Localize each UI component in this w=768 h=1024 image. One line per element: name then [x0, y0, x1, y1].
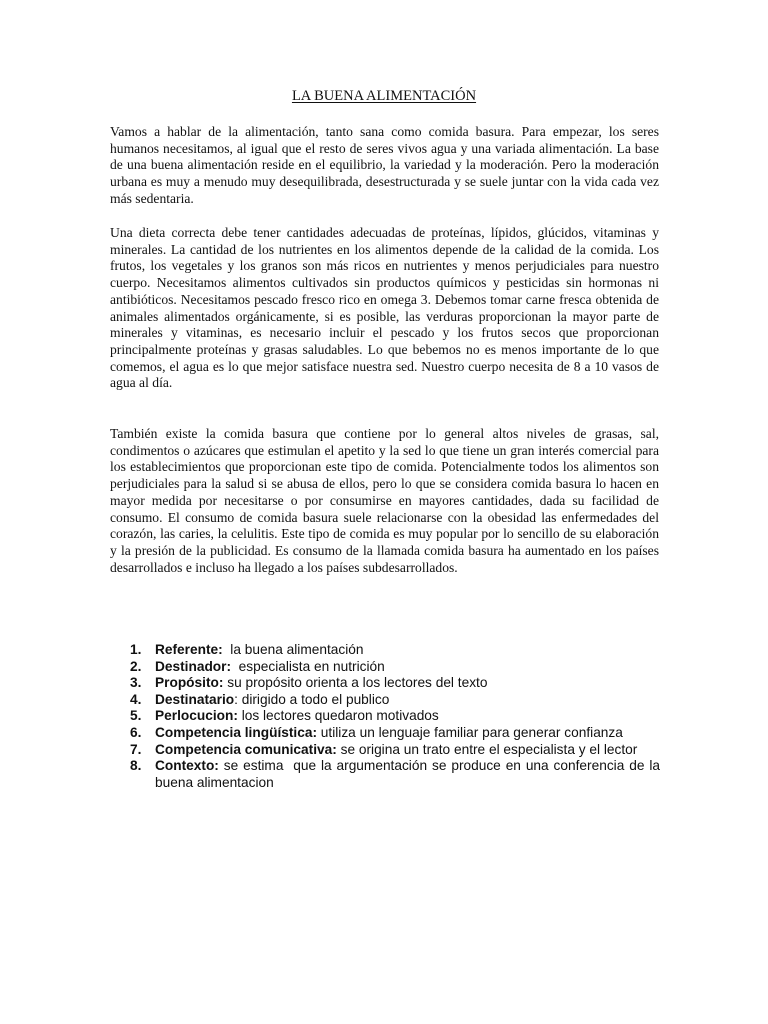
list-item-competencia-linguistica	[130, 725, 660, 742]
list-item-term: Destinatario	[155, 691, 235, 707]
list-item-text: la buena alimentación	[222, 642, 364, 657]
list-item-destinador	[130, 659, 660, 676]
list-item-destinatario	[130, 692, 660, 709]
list-item-text: utiliza un lenguaje familiar para generar confianza	[317, 724, 623, 740]
list-item-number: 1.	[130, 642, 142, 657]
list-item-text: : dirigido a todo el publico	[234, 691, 390, 707]
paragraph-junk-food: También existe la comida basura que contiene por lo general altos niveles de grasas, sal, condimentos o azúcares que estimulan el apetito y la sed lo que tiene un gran interés comercial para los establecimientos que proporcionan este tipo de comida. Potencialmente todos los alimentos son perjudiciales para la salud si se abusa de ellos, pero lo que se considera comida basura lo hacen en mayor medida por necesitarse o por consumirse en mayores cantidades, dada su facilidad de consumo. El consumo de comida basura suele relacionarse con la obesidad las enfermedades del corazón, las caries, la celulitis. Este tipo de comida es muy popular por lo sencillo de su elaboración y la presión de la publicidad. Es consumo de la llamada comida basura ha aumentado en los países desarrollados e incluso ha llegado a los países subdesarrollados.	[110, 426, 659, 575]
list-item-perlocucion	[130, 708, 660, 725]
list-item-term: Referente:	[155, 642, 223, 657]
list-item-contexto	[130, 758, 664, 791]
list-item-referente	[130, 642, 660, 659]
list-item-term: Perlocucion:	[155, 708, 238, 724]
list-item-competencia-comunicativa	[130, 742, 660, 759]
document-title: LA BUENA ALIMENTACIÓN	[291, 88, 477, 104]
list-item-proposito	[130, 675, 660, 692]
list-item-number: 2.	[130, 658, 142, 674]
list-item-text: especialista en nutrición	[231, 658, 385, 674]
list-item-number: 3.	[130, 675, 142, 691]
list-item-number: 7.	[130, 741, 142, 757]
list-item-number: 6.	[130, 724, 142, 740]
list-item-number: 8.	[130, 758, 142, 774]
list-item-term: Competencia comunicativa:	[155, 741, 337, 757]
list-item-term: Destinador:	[155, 658, 232, 674]
list-item-number: 4.	[130, 691, 142, 707]
list-item-term: Competencia lingüística:	[155, 724, 317, 740]
list-item-text: se origina un trato entre el especialista y el lector	[336, 741, 638, 757]
list-item-text: los lectores quedaron motivados	[237, 708, 439, 724]
paragraph-diet: Una dieta correcta debe tener cantidades adecuadas de proteínas, lípidos, glúcidos, vitaminas y minerales. La cantidad de los nutrientes en los alimentos depende de la calidad de la comida. Los frutos, los vegetales y los granos son más ricos en nutrientes y menos perjudiciales para nuestro cuerpo. Necesitamos alimentos cultivados sin productos químicos y pesticidas sin hormonas ni antibióticos. Necesitamos pescado fresco rico en omega 3. Debemos tomar carne fresca obtenida de animales alimentados orgánicamente, si es posible, las verduras proporcionan la mayor parte de minerales y vitaminas, es necesario incluir el pescado y los frutos secos que proporcionan principalmente proteínas y grasas saludables. Lo que bebemos no es menos importante de lo que comemos, el agua es lo que mejor satisface nuestra sed. Nuestro cuerpo necesita de 8 a 10 vasos de agua al día.	[110, 225, 659, 391]
paragraph-intro: Vamos a hablar de la alimentación, tanto sana como comida basura. Para empezar, los seres humanos necesitamos, al igual que el resto de seres vivos agua y una variada alimentación. La base de una buena alimentación reside en el equilibrio, la variedad y la moderación. Pero la moderación urbana es muy a menudo muy desequilibrada, desestructurada y se suele juntar con la vida cada vez más sedentaria.	[110, 124, 659, 206]
list-item-number: 5.	[130, 708, 142, 724]
analysis-list	[130, 642, 664, 791]
list-item-text: se estima que la argumentación se produce en una conferencia de la buena alimentacion	[155, 758, 664, 790]
list-item-term: Contexto:	[155, 758, 219, 774]
list-item-term: Propósito:	[155, 675, 224, 691]
list-item-text: su propósito orienta a los lectores del texto	[223, 675, 488, 691]
